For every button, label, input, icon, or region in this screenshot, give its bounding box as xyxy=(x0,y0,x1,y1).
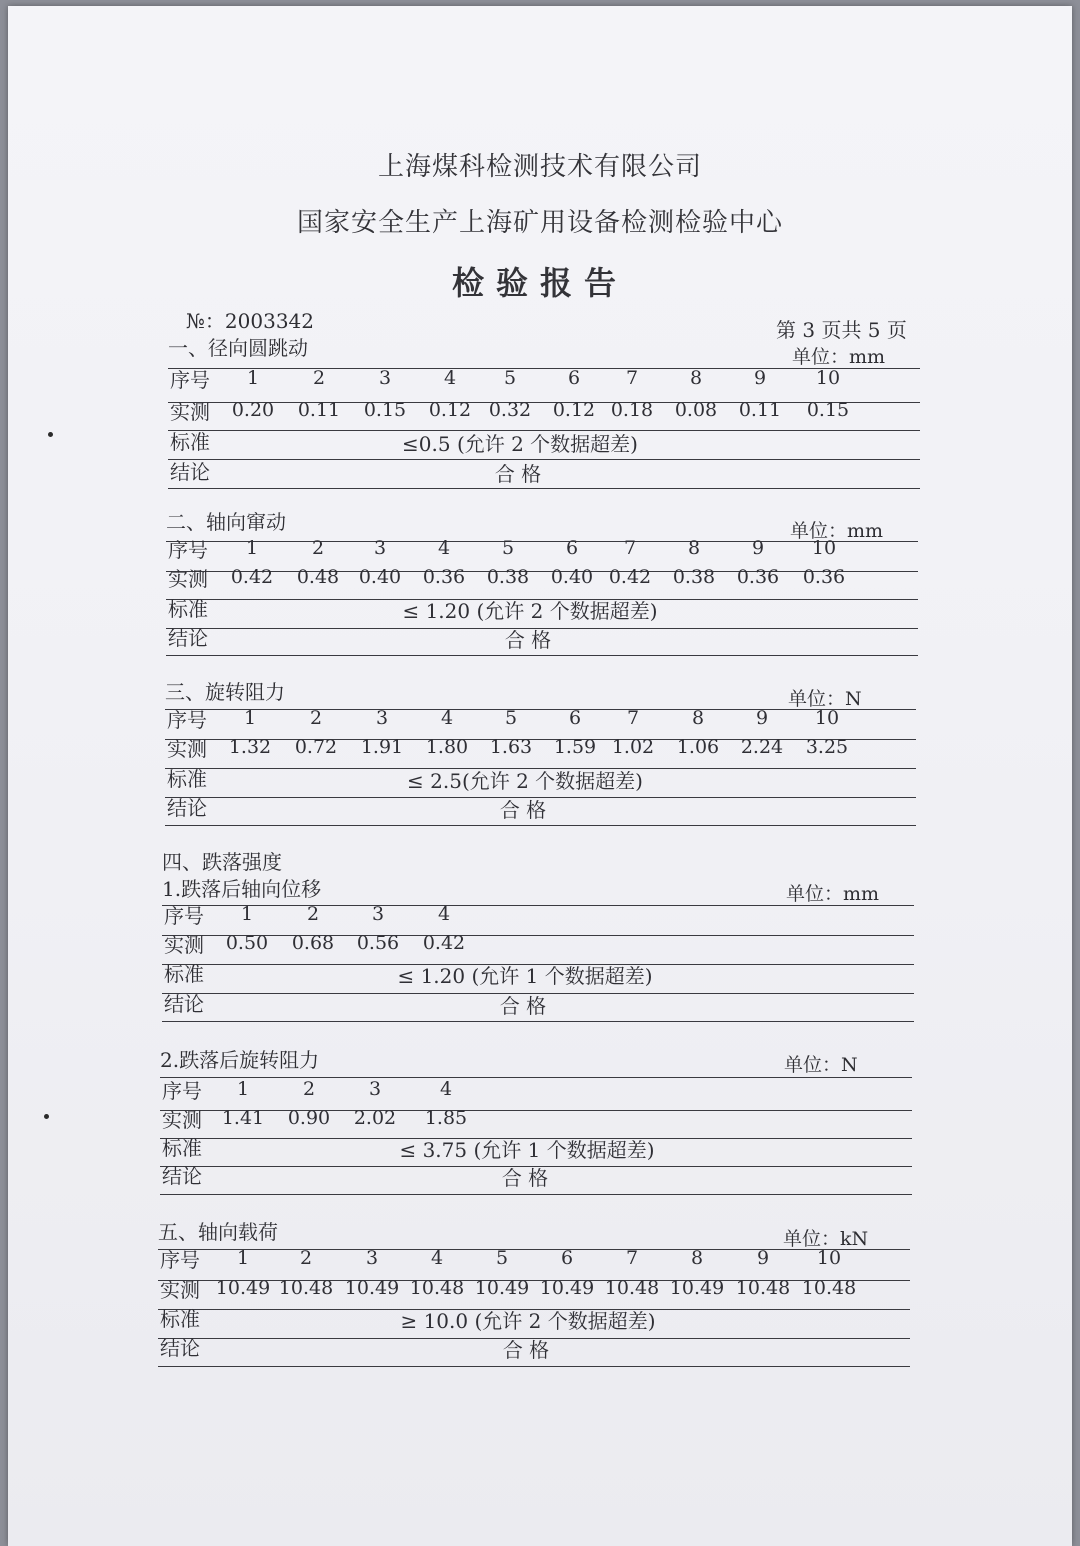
table-rule xyxy=(165,709,916,710)
row-label: 实测 xyxy=(170,400,210,424)
measured-value-cell: 0.12 xyxy=(428,399,472,421)
index-cell: 2 xyxy=(311,537,325,559)
row-label: 结论 xyxy=(167,796,207,820)
section-title: 2.跌落后旋转阻力 xyxy=(160,1048,320,1072)
index-cell: 4 xyxy=(437,537,451,559)
row-label: 结论 xyxy=(164,992,204,1016)
index-cell: 7 xyxy=(626,707,640,729)
row-label: 标准 xyxy=(167,767,207,791)
measured-value-cell: 0.56 xyxy=(356,932,400,954)
index-cell: 2 xyxy=(309,707,323,729)
table-rule xyxy=(165,825,916,826)
unit-label: 单位：N xyxy=(788,688,862,710)
standard-value: ≤ 2.5(允许 2 个数据超差) xyxy=(407,769,643,793)
measured-value-cell: 10.49 xyxy=(474,1277,530,1299)
index-cell: 3 xyxy=(368,1078,382,1100)
standard-value: ≤ 1.20 (允许 1 个数据超差) xyxy=(397,964,653,988)
index-cell: 7 xyxy=(625,367,639,389)
standard-value: ≤0.5 (允许 2 个数据超差) xyxy=(402,432,638,456)
table-rule xyxy=(162,905,914,906)
table-rule xyxy=(158,1249,910,1250)
row-label: 结论 xyxy=(170,460,210,484)
section-heading: 四、跌落强度 xyxy=(162,850,282,874)
index-cell: 8 xyxy=(687,537,701,559)
measured-value-cell: 2.24 xyxy=(740,736,784,758)
measured-value-cell: 10.49 xyxy=(539,1277,595,1299)
table-rule xyxy=(162,935,914,936)
measured-value-cell: 10.48 xyxy=(604,1277,660,1299)
measured-value-cell: 0.68 xyxy=(291,932,335,954)
measured-value-cell: 1.32 xyxy=(228,736,272,758)
unit-label: 单位：kN xyxy=(783,1228,869,1250)
table-rule xyxy=(158,1280,910,1281)
measured-value-cell: 0.90 xyxy=(287,1107,331,1129)
measured-value-cell: 10.49 xyxy=(344,1277,400,1299)
conclusion-value: 合 格 xyxy=(502,1338,550,1362)
section-title: 二、轴向窜动 xyxy=(166,510,286,534)
measured-value-cell: 0.38 xyxy=(672,566,716,588)
measured-value-cell: 1.59 xyxy=(553,736,597,758)
table-rule xyxy=(168,368,920,369)
index-cell: 1 xyxy=(246,367,260,389)
punch-hole-mark xyxy=(44,1114,49,1119)
measured-value-cell: 1.02 xyxy=(611,736,655,758)
index-cell: 6 xyxy=(560,1247,574,1269)
measured-value-cell: 0.42 xyxy=(608,566,652,588)
measured-value-cell: 0.18 xyxy=(610,399,654,421)
index-cell: 5 xyxy=(503,367,517,389)
section-title: 三、旋转阻力 xyxy=(165,680,285,704)
measured-value-cell: 2.02 xyxy=(353,1107,397,1129)
index-cell: 2 xyxy=(306,903,320,925)
measured-value-cell: 0.15 xyxy=(363,399,407,421)
row-label: 标准 xyxy=(164,962,204,986)
index-cell: 2 xyxy=(299,1247,313,1269)
standard-value: ≤ 1.20 (允许 2 个数据超差) xyxy=(402,599,658,623)
index-cell: 7 xyxy=(623,537,637,559)
index-cell: 4 xyxy=(440,707,454,729)
measured-value-cell: 10.48 xyxy=(278,1277,334,1299)
index-cell: 1 xyxy=(245,537,259,559)
measured-value-cell: 1.63 xyxy=(489,736,533,758)
measured-value-cell: 0.42 xyxy=(230,566,274,588)
index-cell: 6 xyxy=(567,367,581,389)
index-cell: 8 xyxy=(689,367,703,389)
table-rule xyxy=(160,1077,912,1078)
row-label: 标准 xyxy=(168,597,208,621)
index-cell: 5 xyxy=(495,1247,509,1269)
measured-value-cell: 0.32 xyxy=(488,399,532,421)
measured-value-cell: 0.40 xyxy=(358,566,402,588)
index-cell: 9 xyxy=(755,707,769,729)
index-cell: 1 xyxy=(240,903,254,925)
measured-value-cell: 10.48 xyxy=(735,1277,791,1299)
measured-value-cell: 1.41 xyxy=(221,1107,265,1129)
table-rule xyxy=(160,1110,912,1111)
conclusion-value: 合 格 xyxy=(504,628,552,652)
index-cell: 10 xyxy=(815,367,841,389)
section-title: 1.跌落后轴向位移 xyxy=(162,877,322,901)
measured-value-cell: 0.72 xyxy=(294,736,338,758)
row-label: 序号 xyxy=(160,1248,200,1272)
measured-value-cell: 0.48 xyxy=(296,566,340,588)
unit-label: 单位：mm xyxy=(790,520,884,542)
table-rule xyxy=(165,739,916,740)
index-cell: 4 xyxy=(430,1247,444,1269)
row-label: 序号 xyxy=(170,368,210,392)
report-title: 检验报告 xyxy=(451,264,628,302)
table-rule xyxy=(158,1366,910,1367)
index-cell: 10 xyxy=(816,1247,842,1269)
table-rule xyxy=(168,488,920,489)
conclusion-value: 合 格 xyxy=(501,1166,549,1190)
measured-value-cell: 1.91 xyxy=(360,736,404,758)
table-rule xyxy=(166,655,918,656)
section-title: 一、径向圆跳动 xyxy=(168,336,308,360)
table-rule xyxy=(168,459,920,460)
index-cell: 5 xyxy=(501,537,515,559)
measured-value-cell: 0.38 xyxy=(486,566,530,588)
index-cell: 2 xyxy=(312,367,326,389)
conclusion-value: 合 格 xyxy=(499,798,547,822)
index-cell: 9 xyxy=(753,367,767,389)
section-title: 五、轴向载荷 xyxy=(158,1220,278,1244)
row-label: 序号 xyxy=(162,1079,202,1103)
index-cell: 9 xyxy=(756,1247,770,1269)
row-label: 标准 xyxy=(170,430,210,454)
measured-value-cell: 10.48 xyxy=(409,1277,465,1299)
unit-label: 单位：mm xyxy=(792,346,886,368)
row-label: 结论 xyxy=(162,1164,202,1188)
row-label: 实测 xyxy=(160,1278,200,1302)
table-rule xyxy=(160,1194,912,1195)
measured-value-cell: 1.85 xyxy=(424,1107,468,1129)
row-label: 实测 xyxy=(164,933,204,957)
company-name: 上海煤科检测技术有限公司 xyxy=(377,152,702,182)
index-cell: 10 xyxy=(811,537,837,559)
center-name: 国家安全生产上海矿用设备检测检验中心 xyxy=(296,208,783,238)
row-label: 结论 xyxy=(160,1336,200,1360)
index-cell: 3 xyxy=(373,537,387,559)
index-cell: 6 xyxy=(568,707,582,729)
index-cell: 8 xyxy=(690,1247,704,1269)
row-label: 序号 xyxy=(168,538,208,562)
row-label: 标准 xyxy=(162,1136,202,1160)
measured-value-cell: 0.36 xyxy=(422,566,466,588)
measured-value-cell: 0.40 xyxy=(550,566,594,588)
table-rule xyxy=(166,541,918,542)
row-label: 实测 xyxy=(167,737,207,761)
table-rule xyxy=(162,1021,914,1022)
unit-label: 单位：N xyxy=(784,1054,858,1076)
index-cell: 3 xyxy=(378,367,392,389)
index-cell: 4 xyxy=(439,1078,453,1100)
row-label: 结论 xyxy=(168,626,208,650)
report-number: №：2003342 xyxy=(186,309,314,333)
index-cell: 10 xyxy=(814,707,840,729)
measured-value-cell: 3.25 xyxy=(805,736,849,758)
standard-value: ≤ 3.75 (允许 1 个数据超差) xyxy=(399,1138,655,1162)
measured-value-cell: 0.12 xyxy=(552,399,596,421)
measured-value-cell: 0.15 xyxy=(806,399,850,421)
row-label: 实测 xyxy=(168,567,208,591)
measured-value-cell: 1.80 xyxy=(425,736,469,758)
measured-value-cell: 10.49 xyxy=(669,1277,725,1299)
index-cell: 2 xyxy=(302,1078,316,1100)
conclusion-value: 合 格 xyxy=(494,462,542,486)
standard-value: ≥ 10.0 (允许 2 个数据超差) xyxy=(400,1309,656,1333)
index-cell: 3 xyxy=(375,707,389,729)
measured-value-cell: 0.11 xyxy=(738,399,782,421)
measured-value-cell: 10.48 xyxy=(801,1277,857,1299)
unit-label: 单位：mm xyxy=(786,883,880,905)
measured-value-cell: 0.50 xyxy=(225,932,269,954)
row-label: 实测 xyxy=(162,1108,202,1132)
page-info: 第 3 页共 5 页 xyxy=(776,318,907,342)
measured-value-cell: 0.36 xyxy=(736,566,780,588)
measured-value-cell: 1.06 xyxy=(676,736,720,758)
measured-value-cell: 10.49 xyxy=(215,1277,271,1299)
index-cell: 8 xyxy=(691,707,705,729)
punch-hole-mark xyxy=(48,432,53,437)
index-cell: 1 xyxy=(243,707,257,729)
index-cell: 4 xyxy=(437,903,451,925)
row-label: 标准 xyxy=(160,1307,200,1331)
index-cell: 9 xyxy=(751,537,765,559)
conclusion-value: 合 格 xyxy=(499,994,547,1018)
measured-value-cell: 0.11 xyxy=(297,399,341,421)
measured-value-cell: 0.20 xyxy=(231,399,275,421)
index-cell: 3 xyxy=(371,903,385,925)
measured-value-cell: 0.36 xyxy=(802,566,846,588)
index-cell: 6 xyxy=(565,537,579,559)
index-cell: 1 xyxy=(236,1078,250,1100)
index-cell: 3 xyxy=(365,1247,379,1269)
index-cell: 7 xyxy=(625,1247,639,1269)
measured-value-cell: 0.42 xyxy=(422,932,466,954)
row-label: 序号 xyxy=(167,708,207,732)
row-label: 序号 xyxy=(164,904,204,928)
measured-value-cell: 0.08 xyxy=(674,399,718,421)
index-cell: 5 xyxy=(504,707,518,729)
index-cell: 4 xyxy=(443,367,457,389)
index-cell: 1 xyxy=(236,1247,250,1269)
